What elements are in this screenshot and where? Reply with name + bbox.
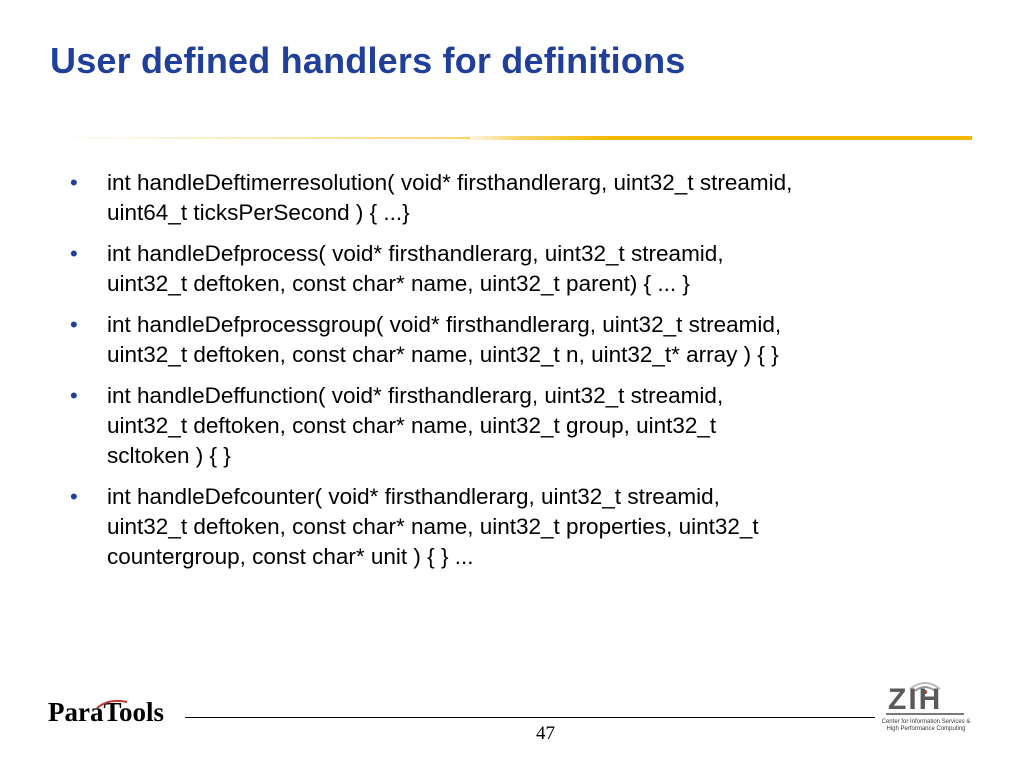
- bullet-marker: •: [70, 170, 78, 195]
- bullet-text-line: uint32_t deftoken, const char* name, uint32_t group, uint32_t: [107, 413, 717, 438]
- bullet-text-line: int handleDefcounter( void* firsthandlerarg, uint32_t streamid,: [107, 484, 720, 509]
- bullet-text-line: int handleDefprocess( void* firsthandlerarg, uint32_t streamid,: [107, 241, 724, 266]
- zih-logo: [870, 675, 980, 737]
- bullet-item: [70, 381, 990, 471]
- bullet-list: [70, 168, 990, 583]
- paratools-logo: ParaTools: [48, 697, 165, 727]
- bullet-text-line: uint64_t ticksPerSecond ) { ...}: [107, 200, 410, 225]
- bullet-item: [70, 310, 990, 370]
- slide-title: User defined handlers for definitions: [50, 40, 686, 81]
- bullet-item: [70, 482, 990, 572]
- bullet-text-line: uint32_t deftoken, const char* name, uint32_t properties, uint32_t: [107, 514, 759, 539]
- bullet-item: [70, 168, 990, 228]
- bullet-text-line: int handleDeffunction( void* firsthandlerarg, uint32_t streamid,: [107, 383, 724, 408]
- paratools-swoosh-icon: [95, 698, 129, 712]
- bullet-marker: •: [70, 241, 78, 266]
- bullet-marker: •: [70, 312, 78, 337]
- zih-caption-line: Center for Information Services &: [881, 719, 971, 725]
- zih-logo-caption: [872, 719, 980, 733]
- bullet-item: [70, 239, 990, 299]
- bullet-marker: •: [70, 484, 78, 509]
- bullet-text-line: scltoken ) { }: [107, 443, 231, 468]
- page-number: 47: [536, 723, 555, 744]
- title-underline-fade: [50, 137, 470, 139]
- zih-logo-text: ZIH: [888, 683, 943, 716]
- bullet-text-line: uint32_t deftoken, const char* name, uint32_t n, uint32_t* array ) { }: [107, 342, 779, 367]
- bullet-text-line: int handleDefprocessgroup( void* firsthandlerarg, uint32_t streamid,: [107, 312, 782, 337]
- footer-rule: [185, 717, 875, 718]
- bullet-text-line: countergroup, const char* unit ) { } ...: [107, 544, 474, 569]
- bullet-text-line: int handleDeftimerresolution( void* firsthandlerarg, uint32_t streamid,: [107, 170, 793, 195]
- bullet-text-line: uint32_t deftoken, const char* name, uint32_t parent) { ... }: [107, 271, 690, 296]
- bullet-marker: •: [70, 383, 78, 408]
- zih-caption-line: High Performance Computing: [886, 726, 966, 732]
- title-underline: [458, 136, 972, 140]
